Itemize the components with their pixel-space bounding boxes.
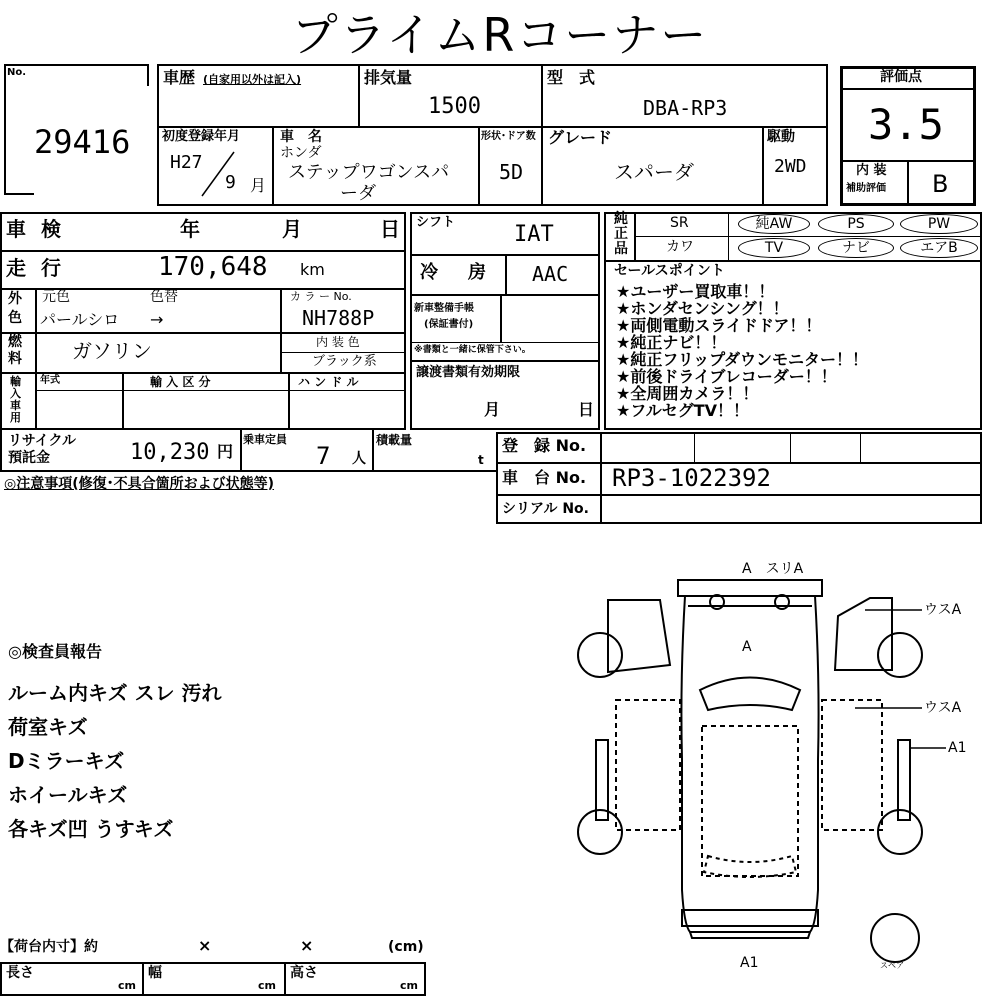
interior-color-line xyxy=(280,352,406,353)
sales-point-item: ★前後ドライブレコーダー！！ xyxy=(616,367,837,386)
exterior-color-label-1: 外 xyxy=(8,291,22,307)
genuine-bottom-line xyxy=(604,260,982,262)
color-change-arrow: → xyxy=(150,310,164,329)
warranty-label-1: 新車整備手帳 xyxy=(414,303,474,314)
import-side-char: 入 xyxy=(10,387,21,400)
rating-divider-top xyxy=(840,88,976,90)
mileage-unit: km xyxy=(300,260,325,279)
recycle-label-1: リサイクル xyxy=(8,433,77,449)
fuel-label-1: 燃 xyxy=(8,334,22,350)
load-label: 積載量 xyxy=(376,433,413,447)
warranty-divider xyxy=(500,294,502,342)
chassis-no-label: 車 台 No. xyxy=(502,468,587,487)
notes-label: ◎注意事項(修復･不具合箇所および状態等) xyxy=(4,476,275,492)
cargo-length-unit: cm xyxy=(118,979,136,992)
windshield xyxy=(700,678,800,711)
capacity-label: 乗車定員 xyxy=(243,433,287,446)
reg-cell-3 xyxy=(860,432,861,462)
wheel-front-left xyxy=(578,633,622,677)
car-name-line1: ステップワゴンスパ xyxy=(288,162,450,183)
capacity-unit: 人 xyxy=(352,451,366,467)
right-front-door xyxy=(835,598,892,670)
ac-line xyxy=(410,294,600,296)
repaint-color-label: 色替 xyxy=(150,289,178,305)
sales-points-list xyxy=(616,283,868,419)
first-reg-month-unit: 月 xyxy=(250,176,267,195)
cargo-height-unit: cm xyxy=(400,979,418,992)
registration-no-label: 登 録 No. xyxy=(502,436,587,455)
grade-label: グレード xyxy=(548,128,613,147)
genuine-side-char: 品 xyxy=(614,241,628,257)
interior-score: B xyxy=(932,170,949,198)
cargo-width-unit: cm xyxy=(258,979,276,992)
rating-score: 3.5 xyxy=(868,100,944,149)
lot-box-bottom xyxy=(4,193,34,195)
diagram-right-front-label: ウスA xyxy=(924,602,962,618)
body-doors-label: 形状･ドア数 xyxy=(481,131,536,142)
car-damage-diagram xyxy=(560,560,980,990)
cargo-divider-2 xyxy=(284,962,286,996)
rating-divider-vertical xyxy=(907,160,909,206)
cargo-height-label: 高さ xyxy=(290,965,318,981)
genuine-alloy-wheel: 純AW xyxy=(738,214,810,234)
left-front-door xyxy=(608,600,670,672)
lot-number: 29416 xyxy=(34,123,131,161)
sales-point-item: ★フルセグTV！！ xyxy=(616,401,750,420)
documents-label: 譲渡書類有効期限 xyxy=(416,365,521,380)
divider-grade xyxy=(762,126,764,206)
front-bumper xyxy=(678,580,822,596)
cargo-unit: (cm) xyxy=(388,939,424,955)
inspector-report-label: ◎検査員報告 xyxy=(8,642,102,661)
rating-label: 評価点 xyxy=(880,69,922,85)
col-line-import-3 xyxy=(288,372,290,430)
history-sub-label: (自家用以外は記入) xyxy=(203,73,302,86)
cargo-header: 【荷台内寸】約 xyxy=(0,939,98,955)
genuine-pw: PW xyxy=(900,214,978,234)
recycle-unit: 円 xyxy=(217,442,234,461)
ac-label: 冷 房 xyxy=(420,262,492,283)
grade-value: スパーダ xyxy=(614,160,694,184)
inspection-day: 日 xyxy=(380,217,400,241)
lot-box-tick xyxy=(147,64,149,86)
serial-no-label: シリアル No. xyxy=(502,501,589,517)
diagram-spare-label: スペア xyxy=(880,961,904,970)
wheel-rear-left xyxy=(578,810,622,854)
genuine-sr: SR xyxy=(670,215,689,231)
documents-day: 日 xyxy=(578,400,595,419)
divider-carname xyxy=(478,126,480,206)
capacity-divider xyxy=(372,430,374,470)
reg-cell-2 xyxy=(790,432,791,462)
import-division-label: 輸 入 区 分 xyxy=(150,375,211,389)
divider-history xyxy=(358,64,360,126)
wheel-front-right xyxy=(878,633,922,677)
genuine-col-divider xyxy=(728,212,729,260)
color-code-label: カ ラ ー No. xyxy=(290,290,352,303)
lot-box-top xyxy=(4,64,148,66)
diagram-bottom-label: A1 xyxy=(740,955,759,971)
interior-color-value: ブラック系 xyxy=(312,354,377,369)
body-doors-value: 5D xyxy=(499,160,524,184)
divider-firstreg xyxy=(272,126,274,206)
sales-point-item: ★全周囲カメラ！！ xyxy=(616,384,759,403)
original-color-value: パールシロ xyxy=(40,310,120,329)
right-side-panel xyxy=(822,700,882,830)
drive-value: 2WD xyxy=(774,156,807,177)
shift-label: シフト xyxy=(416,215,456,230)
header-row-divider xyxy=(157,126,828,128)
warranty-bottom-line xyxy=(410,360,600,362)
import-side-label xyxy=(10,376,24,424)
warranty-label-2: (保証書付) xyxy=(424,319,474,330)
lot-no-label: No. xyxy=(7,67,27,78)
reg-row-2 xyxy=(496,494,982,496)
import-side-char: 輸 xyxy=(10,375,21,388)
first-reg-year: H27 xyxy=(170,152,203,173)
drive-label: 駆動 xyxy=(767,129,795,145)
cargo-divider-1 xyxy=(142,962,144,996)
genuine-side-label xyxy=(614,212,630,257)
warranty-note: ※書類と一緒に保管下さい。 xyxy=(414,345,531,355)
recycle-label-2: 預託金 xyxy=(8,450,50,466)
capacity-value: 7 xyxy=(316,442,331,470)
interior-color-label: 内 装 色 xyxy=(316,335,360,349)
sales-point-item: ★ユーザー買取車！！ xyxy=(616,282,775,301)
col-line-color xyxy=(35,288,37,372)
chassis-no-value: RP3-1022392 xyxy=(612,464,771,492)
exterior-color-label-2: 色 xyxy=(8,310,22,326)
load-unit: t xyxy=(478,453,484,467)
first-reg-label: 初度登録年月 xyxy=(162,129,241,144)
diagram-top-label: A スリA xyxy=(742,561,804,577)
import-header-line xyxy=(35,390,406,391)
displacement-value: 1500 xyxy=(428,94,481,119)
inspection-year: 年 xyxy=(180,217,200,241)
car-name-label: 車 名 xyxy=(280,129,322,145)
page-title: プライムRコーナー xyxy=(291,8,709,62)
warranty-line xyxy=(410,342,600,343)
sales-point-item: ★ホンダセンシング！！ xyxy=(616,299,789,318)
car-name-line2: ーダ xyxy=(340,183,376,204)
ac-value: AAC xyxy=(532,262,569,286)
history-label: 車歴 xyxy=(163,68,196,87)
fuel-label-2: 料 xyxy=(8,351,22,367)
genuine-navi: ナビ xyxy=(818,238,894,258)
shift-value: IAT xyxy=(514,222,554,247)
original-color-label: 元色 xyxy=(42,289,70,305)
reg-label-divider xyxy=(600,432,602,524)
sales-point-item: ★純正フリップダウンモニター！！ xyxy=(616,350,868,369)
interior-rating-label-1: 内 装 xyxy=(856,163,887,178)
cargo-length-label: 長さ xyxy=(6,965,34,981)
diagram-right-rear-label: A1 xyxy=(948,740,967,756)
ac-divider xyxy=(505,254,507,294)
model-type-label: 型 式 xyxy=(547,68,596,87)
genuine-side-char: 正 xyxy=(614,226,628,242)
divider-model xyxy=(541,64,543,206)
mileage-value: 170,648 xyxy=(158,252,268,282)
inspector-report-item: ルーム内キズ スレ 汚れ xyxy=(8,681,222,705)
inspector-report-item: 各キズ凹 うすキズ xyxy=(8,817,174,841)
diagram-hood-label: A xyxy=(742,639,752,655)
col-line-colorcode xyxy=(280,288,282,372)
rear-window xyxy=(704,856,796,877)
genuine-airbag: エアB xyxy=(900,238,978,258)
reg-cell-1 xyxy=(694,432,695,462)
inspector-report-item: Dミラーキズ xyxy=(8,749,125,773)
recycle-left xyxy=(0,430,2,470)
col-line-import-2 xyxy=(122,372,124,430)
interior-rating-label-2: 補助評価 xyxy=(846,183,886,194)
sales-points-label: セールスポイント xyxy=(614,263,725,279)
cargo-times-1: × xyxy=(198,936,212,955)
inspector-report-list xyxy=(8,676,222,846)
import-side-char: 用 xyxy=(10,411,21,424)
genuine-ps: PS xyxy=(818,214,894,234)
inspection-month: 月 xyxy=(282,217,302,241)
import-side-char: 車 xyxy=(10,399,21,412)
cargo-times-2: × xyxy=(300,936,314,955)
model-type-value: DBA-RP3 xyxy=(643,96,728,120)
genuine-tv: TV xyxy=(738,238,810,258)
row-line-4 xyxy=(0,372,406,374)
fuel-value: ガソリン xyxy=(72,339,152,363)
recycle-bottom-line xyxy=(0,470,496,472)
genuine-row-divider xyxy=(634,236,982,237)
left-side-panel xyxy=(616,700,680,830)
right-sill xyxy=(898,740,910,820)
recycle-value: 10,230 xyxy=(130,440,210,465)
cargo-width-label: 幅 xyxy=(148,965,162,981)
mileage-label: 走 行 xyxy=(6,256,65,280)
left-sill xyxy=(596,740,608,820)
car-maker: ホンダ xyxy=(280,145,322,161)
recycle-divider xyxy=(240,430,242,470)
wheel-rear-right xyxy=(878,810,922,854)
inspector-report-item: 荷室キズ xyxy=(8,715,88,739)
row-line-3 xyxy=(0,332,406,334)
inspector-report-item: ホイールキズ xyxy=(8,783,128,807)
sales-point-item: ★純正ナビ！！ xyxy=(616,333,727,352)
roof-panel xyxy=(702,726,798,876)
handle-label: ハ ン ド ル xyxy=(298,375,359,389)
genuine-leather: カワ xyxy=(666,239,694,255)
genuine-side-char: 純 xyxy=(614,211,628,227)
documents-month: 月 xyxy=(484,400,501,419)
col-line-import-1 xyxy=(35,372,37,430)
cargo-grid xyxy=(0,962,426,996)
rear-bumper xyxy=(682,910,818,926)
color-code-value: NH788P xyxy=(302,306,375,330)
import-year-label: 年式 xyxy=(40,375,60,386)
rear-step xyxy=(690,932,810,938)
displacement-label: 排気量 xyxy=(364,68,413,87)
inspection-label: 車 検 xyxy=(6,217,65,241)
spare-wheel xyxy=(871,914,919,962)
first-reg-month: 9 xyxy=(225,172,236,193)
diagram-right-middle-label: ウスA xyxy=(924,700,962,716)
lot-box-left xyxy=(4,64,6,194)
sales-point-item: ★両側電動スライドドア！！ xyxy=(616,316,822,335)
